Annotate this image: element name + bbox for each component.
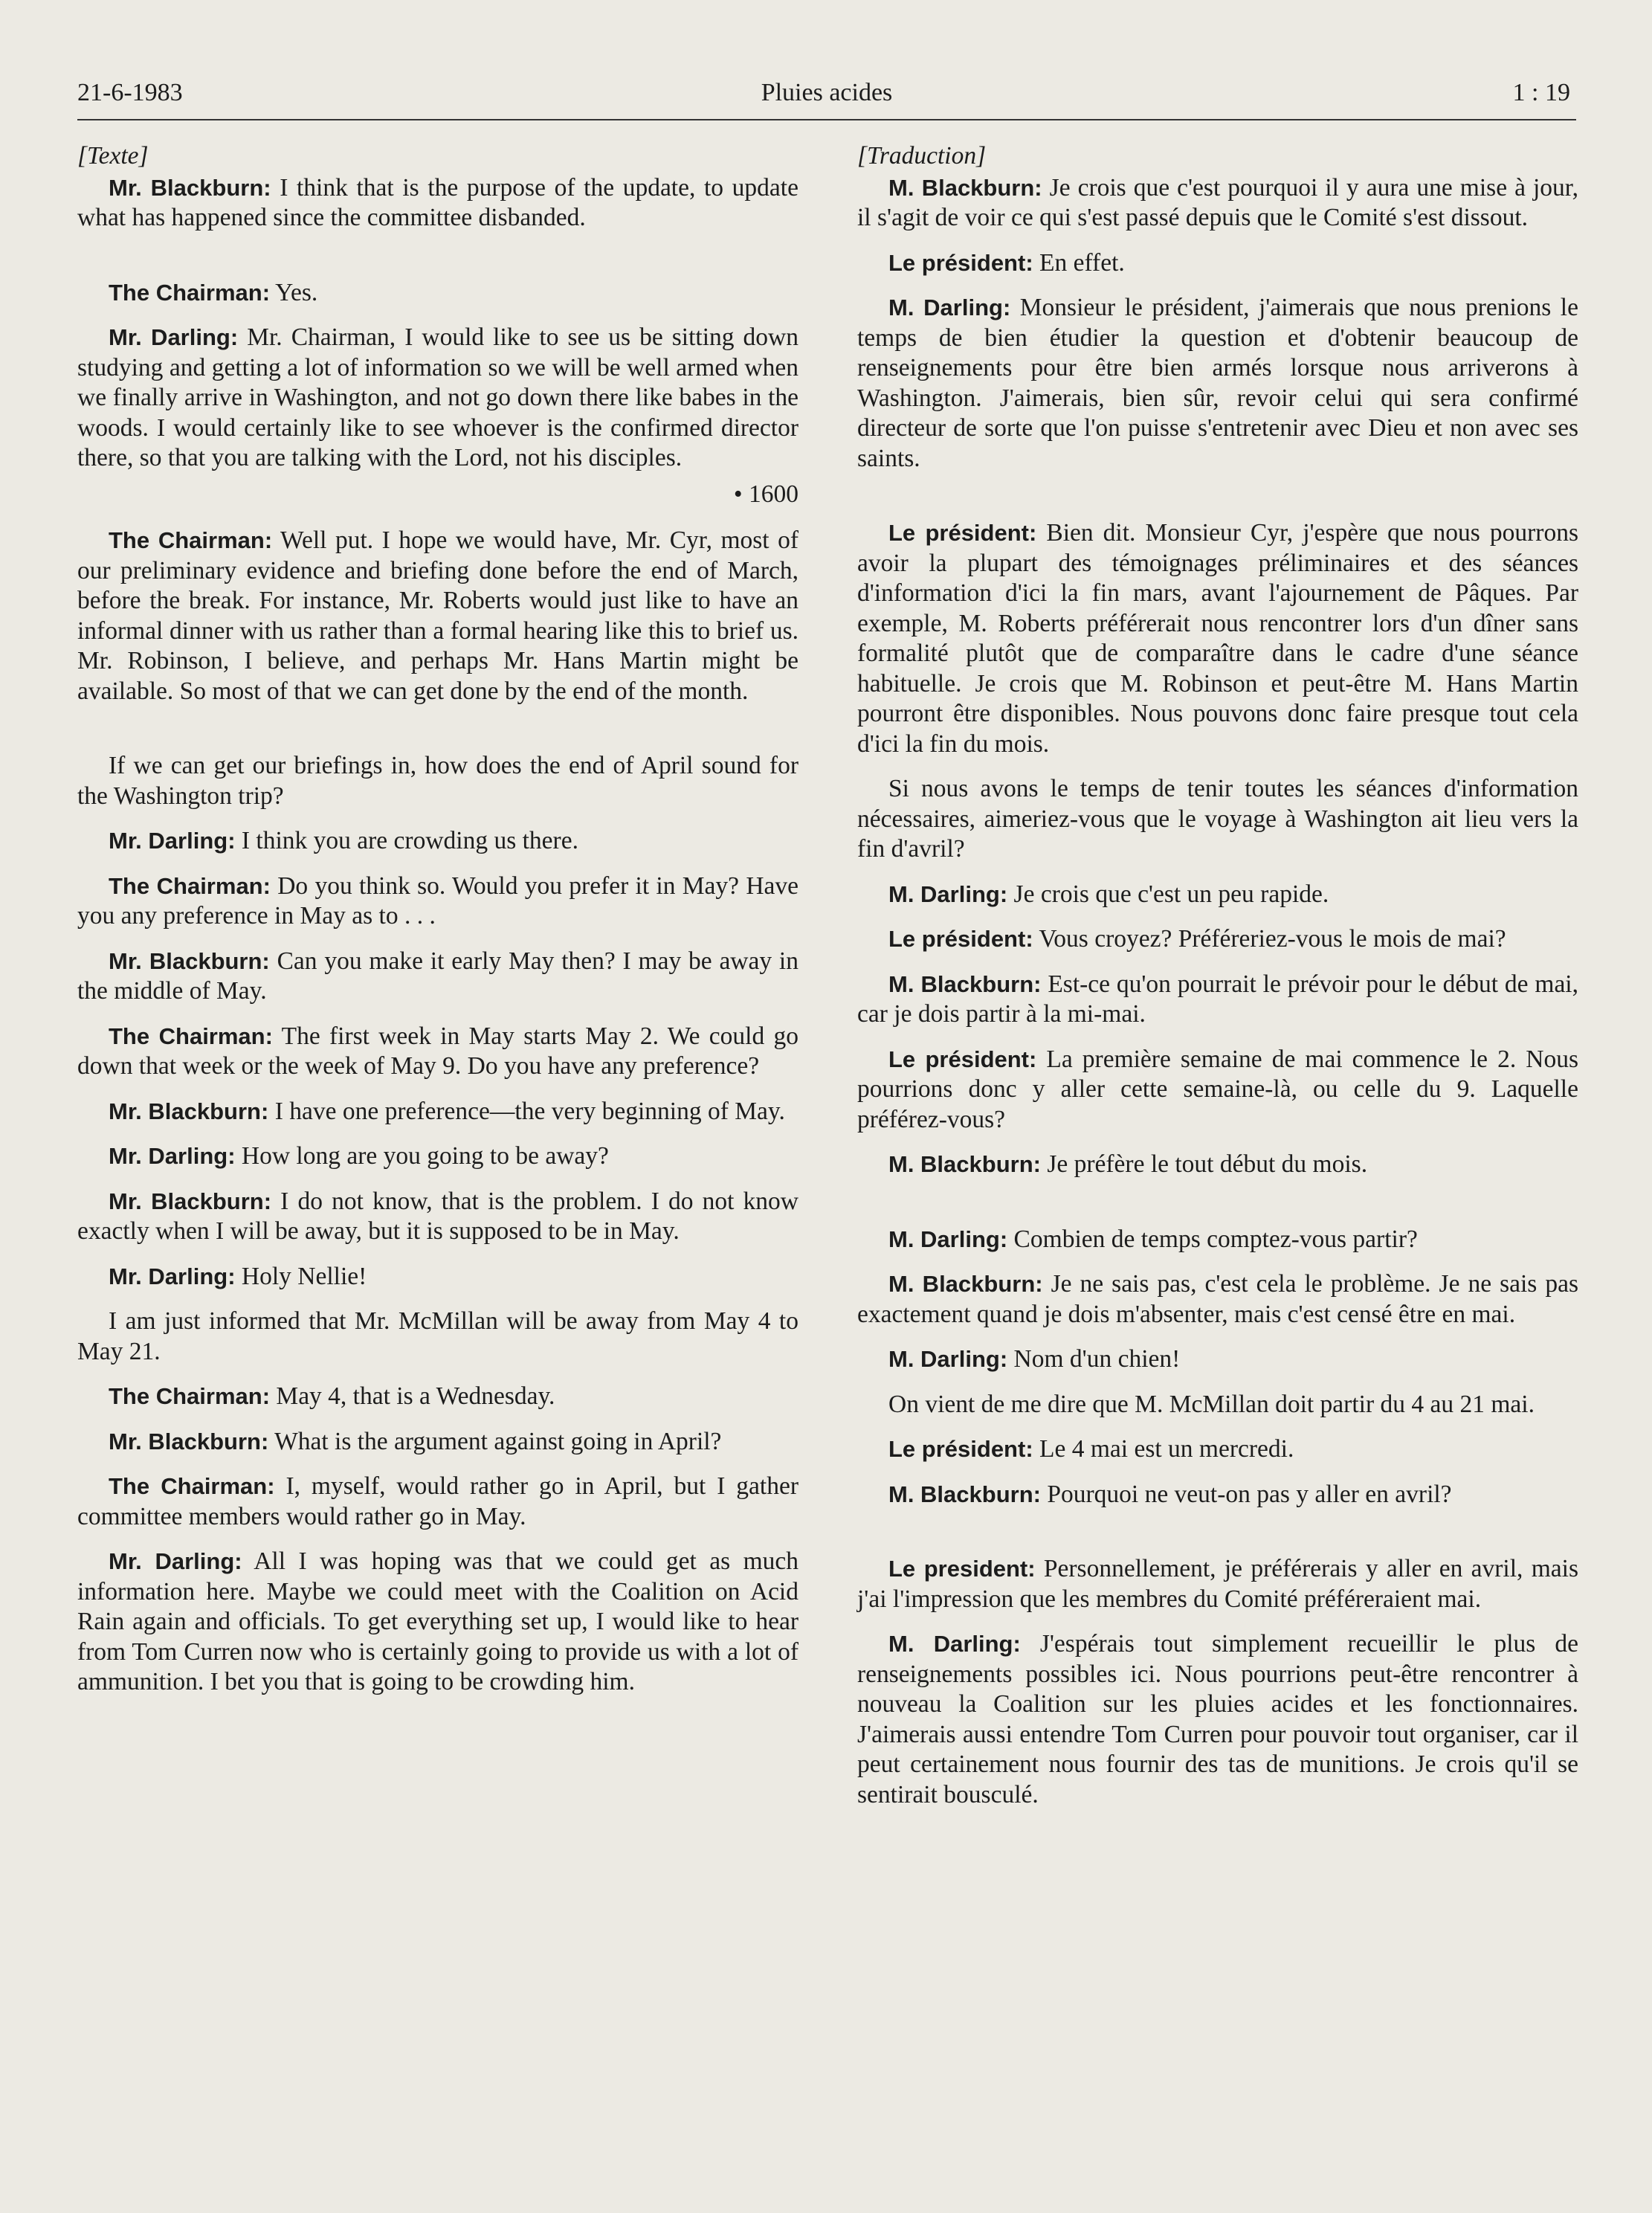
paragraph	[857, 1269, 1578, 1330]
speech-text: Can you make it early May then? I may be away in the middle of May.	[77, 947, 798, 1005]
speech-text: I do not know, that is the problem. I do not know exactly when I will be away, but it is supposed to be in May.	[77, 1187, 798, 1245]
speech-text: Combien de temps comptez-vous partir?	[1007, 1225, 1418, 1253]
speaker-name: Mr. Blackburn:	[109, 1428, 269, 1455]
speech-text: Personnellement, je préférerais y aller en avril, mais j'ai l'impression que les membres du Comité préféreraient mai.	[857, 1555, 1578, 1613]
speaker-name: Mr. Blackburn:	[109, 947, 270, 974]
english-column	[77, 141, 798, 1713]
time-marker: • 1600	[733, 480, 798, 508]
speech-text: Holy Nellie!	[235, 1262, 367, 1290]
speaker-name: Mr. Darling:	[109, 828, 236, 854]
speech-text: J'espérais tout simplement recueillir le plus de renseignements possibles ici. Nous pourrions peut-être rencontrer à nouveau la Coalition sur les pluies acides et les fonctionnaires. J'aimerais aussi entendre Tom Curren pour pouvoir tout organiser, car il peut certainement nous fournir des tas de munitions. Je crois qu'il se sentirait bousculé.	[857, 1630, 1578, 1808]
paragraph	[857, 1045, 1578, 1136]
paragraph	[857, 173, 1578, 233]
paragraph	[857, 248, 1578, 279]
speaker-name: M. Darling:	[888, 1631, 1021, 1657]
paragraph	[857, 924, 1578, 955]
speech-text: Mr. Chairman, I would like to see us be sitting down studying and getting a lot of information so we will be well armed when we finally arrive in Washington, and not go down there like babes in the woods. I would certainly like to see whoever is the confirmed director there, so that you are talking with the Lord, not his disciples.	[77, 323, 798, 471]
speech-text: Le 4 mai est un mercredi.	[1033, 1435, 1294, 1463]
paragraph	[77, 323, 798, 474]
speech-text: Vous croyez? Préféreriez-vous le mois de mai?	[1033, 925, 1506, 953]
speaker-name: Mr. Blackburn:	[109, 1188, 272, 1214]
column-heading: [Traduction]	[857, 142, 987, 170]
header-page-number: 1 : 19	[1512, 79, 1570, 106]
speaker-name: M. Blackburn:	[888, 970, 1042, 997]
paragraph	[77, 1262, 798, 1292]
speech-text: En effet.	[1033, 248, 1125, 277]
paragraph	[77, 1307, 798, 1367]
speaker-name: M. Blackburn:	[888, 174, 1042, 201]
speech-text: Do you think so. Would you prefer it in May? Have you any preference in May as to . . .	[77, 872, 799, 930]
header-date: 21-6-1983	[77, 79, 183, 106]
speaker-name: M. Blackburn:	[888, 1481, 1041, 1507]
paragraph	[77, 1022, 798, 1082]
paragraph	[857, 1480, 1578, 1510]
speaker-name: Mr. Blackburn:	[109, 1098, 269, 1124]
speech-text: On vient de me dire que M. McMillan doit partir du 4 au 21 mai.	[888, 1390, 1535, 1418]
speaker-name: The Chairman:	[109, 527, 273, 553]
speech-text: I am just informed that Mr. McMillan will be away from May 4 to May 21.	[77, 1307, 798, 1365]
paragraph	[857, 880, 1578, 910]
speaker-name: Mr. Blackburn:	[109, 174, 271, 201]
speaker-name: The Chairman:	[109, 279, 271, 306]
paragraph	[77, 1427, 798, 1457]
speaker-name: M. Darling:	[888, 1346, 1008, 1372]
speaker-name: The Chairman:	[109, 1383, 271, 1409]
paragraph	[857, 774, 1578, 865]
speech-text: How long are you going to be away?	[235, 1142, 609, 1170]
speaker-name: M. Darling:	[888, 880, 1008, 907]
speech-text: What is the argument against going in April?	[268, 1427, 722, 1455]
speech-text: Bien dit. Monsieur Cyr, j'espère que nous pourrons avoir la plupart des témoignages préliminaires et des séances d'information d'ici la fin mars, avant l'ajournement de Pâques. Par exemple, M. Roberts préférerait nous rencontrer lors d'un dîner sans formalité plutôt que de comparaître dans le cadre d'une séance habituelle. Je crois que M. Robinson et peut-être M. Hans Martin pourront être disponibles. Nous pouvons donc faire presque tout cela d'ici la fin du mois.	[857, 519, 1578, 758]
speaker-name: M. Darling:	[888, 1225, 1008, 1252]
speaker-name: Le président:	[888, 520, 1037, 546]
paragraph	[77, 1097, 798, 1127]
speaker-name: Mr. Darling:	[109, 1143, 236, 1169]
speech-text: Si nous avons le temps de tenir toutes les séances d'information nécessaires, aimeriez-vous que le voyage à Washington ait lieu vers la fin d'avril?	[857, 775, 1578, 863]
page-header	[77, 74, 1576, 120]
speaker-name: Le président:	[888, 926, 1033, 952]
speech-text: Pourquoi ne veut-on pas y aller en avril?	[1040, 1480, 1452, 1508]
paragraph	[857, 1344, 1578, 1375]
paragraph	[857, 1434, 1578, 1465]
paragraph	[857, 1150, 1578, 1180]
paragraph	[77, 1472, 798, 1532]
speaker-name: Mr. Darling:	[109, 1548, 242, 1574]
speech-text: Nom d'un chien!	[1007, 1345, 1181, 1373]
paragraph	[77, 1141, 798, 1172]
speech-text: The first week in May starts May 2. We could go down that week or the week of May 9. Do you have any preference?	[77, 1022, 798, 1080]
paragraph	[77, 1187, 798, 1247]
speech-text: I, myself, would rather go in April, but I gather committee members would rather go in May.	[77, 1472, 798, 1530]
speech-text: Monsieur le président, j'aimerais que nous prenions le temps de bien étudier la question et d'obtenir beaucoup de renseignements pour être bien armés lorsque nous arriverons à Washington. J'aimerais, bien sûr, revoir celui qui sera confirmé directeur de sorte que l'on puisse s'entretenir avec Dieu et non avec ses saints.	[857, 294, 1578, 472]
paragraph	[77, 526, 798, 706]
paragraph	[857, 1554, 1578, 1614]
speaker-name: M. Darling:	[888, 294, 1011, 320]
speaker-name: Mr. Darling:	[109, 324, 239, 350]
paragraph	[857, 970, 1578, 1030]
paragraph	[857, 518, 1578, 759]
speaker-name: Le president:	[888, 1556, 1036, 1582]
header-title: Pluies acides	[761, 79, 893, 106]
speech-text: Yes.	[270, 278, 318, 306]
speech-text: If we can get our briefings in, how does the end of April sound for the Washington trip?	[77, 752, 798, 810]
paragraph	[77, 826, 798, 857]
column-heading: [Texte]	[77, 142, 149, 170]
paragraph	[77, 751, 798, 811]
speech-text: All I was hoping was that we could get as much information here. Maybe we could meet with the Coalition on Acid Rain again and officials. To get everything set up, I would like to hear from Tom Curren now who is certainly going to provide us with a lot of ammunition. I bet you that is going to be crowding him.	[77, 1547, 798, 1695]
paragraph	[857, 1390, 1578, 1420]
speaker-name: The Chairman:	[109, 1022, 273, 1049]
speaker-name: M. Blackburn:	[888, 1151, 1041, 1177]
paragraph	[77, 947, 798, 1007]
paragraph	[857, 1629, 1578, 1810]
paragraph	[77, 173, 798, 233]
paragraph	[77, 872, 798, 932]
speaker-name: Le président:	[888, 249, 1033, 276]
speaker-name: Mr. Darling:	[109, 1263, 236, 1289]
speech-text: May 4, that is a Wednesday.	[270, 1382, 555, 1410]
speech-text: Je crois que c'est un peu rapide.	[1007, 880, 1329, 908]
speech-text: Je préfère le tout début du mois.	[1040, 1150, 1368, 1178]
speech-text: La première semaine de mai commence le 2. Nous pourrions donc y aller cette semaine-là, ou celle du 9. Laquelle préférez-vous?	[857, 1045, 1578, 1133]
speech-text: Well put. I hope we would have, Mr. Cyr, most of our preliminary evidence and briefing done before the end of March, before the break. For instance, Mr. Roberts would just like to have an informal dinner with us rather than a formal hearing like this to brief us. Mr. Robinson, I believe, and perhaps Mr. Hans Martin might be available. So most of that we can get done by the end of the month.	[77, 526, 799, 705]
speech-text: I have one preference—the very beginning of May.	[268, 1097, 785, 1125]
paragraph	[77, 1547, 798, 1698]
speaker-name: Le président:	[888, 1436, 1033, 1462]
speech-text: Je crois que c'est pourquoi il y aura une mise à jour, il s'agit de voir ce qui s'est passé depuis que le Comité s'est dissout.	[857, 173, 1578, 231]
speech-text: Je ne sais pas, c'est cela le problème. Je ne sais pas exactement quand je dois m'absenter, mais c'est censé être en mai.	[857, 1270, 1579, 1328]
speech-text: I think that is the purpose of the update, to update what has happened since the committee disbanded.	[77, 173, 798, 231]
speaker-name: M. Blackburn:	[888, 1271, 1043, 1297]
paragraph	[77, 1382, 798, 1412]
speaker-name: The Chairman:	[109, 872, 271, 899]
speech-text: Est-ce qu'on pourrait le prévoir pour le début de mai, car je dois partir à la mi-mai.	[857, 970, 1578, 1028]
speech-text: I think you are crowding us there.	[235, 827, 578, 854]
speaker-name: The Chairman:	[109, 1473, 275, 1499]
paragraph	[857, 1225, 1578, 1255]
paragraph	[77, 278, 798, 309]
speaker-name: Le président:	[888, 1046, 1037, 1072]
paragraph	[857, 293, 1578, 474]
french-column	[857, 141, 1578, 1825]
